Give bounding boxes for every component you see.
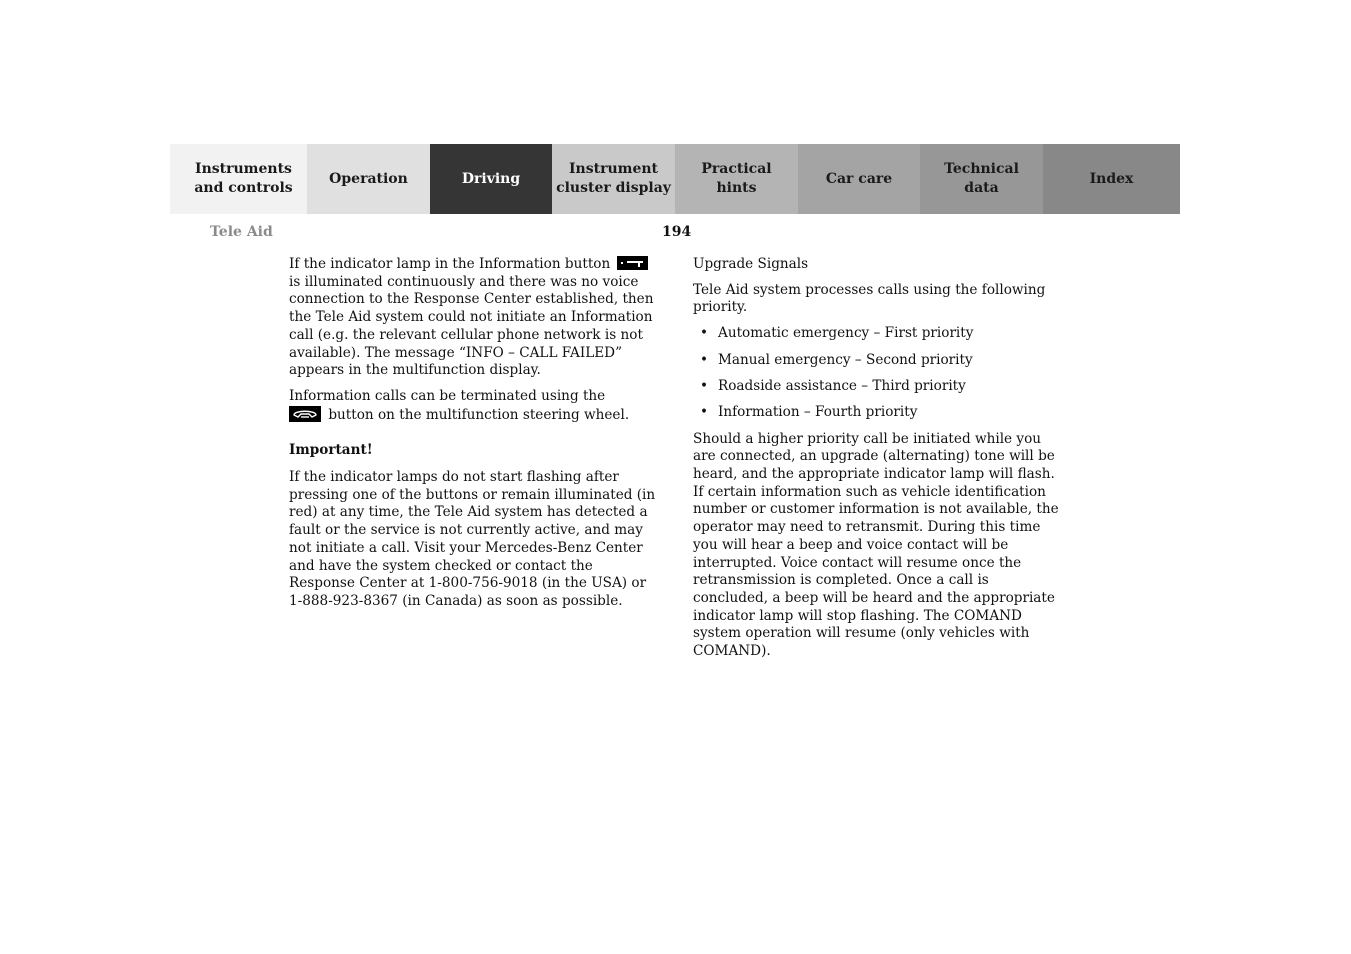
info-call-failed-paragraph [289,256,657,380]
tab-practical-hints[interactable]: Practical hints [675,144,798,214]
bullet: • [700,404,709,421]
right-column [693,256,1061,669]
upgrade-signals-heading: Upgrade Signals [693,256,809,272]
list-item-text: Automatic emergency – First priority [718,325,974,342]
paragraph-text: Information calls can be terminated using the [289,387,606,404]
upgrade-tone-paragraph: Should a higher priority call be initiated while you are connected, an upgrade (alternating) tone will be heard, and the appropriate indicator lamp will flash. If certain information such as vehicle identification number or customer information is not available, the operator may need to retransmit. During this time you will hear a beep and voice contact will be interrupted. Voice contact will resume once the retransmission is completed. Once a call is concluded, a beep will be heard and the appropriate indicator lamp will stop flashing. The COMAND system operation will resume (only vehicles with COMAND). [693,430,1059,660]
paragraph-text: is illuminated continuously and there was no voice connection to the Response Center established, then the Tele Aid system could not initiate an Information call (e.g. the relevant cellular phone network is not available). The message “INFO – CALL FAILED” appears in the multifunction display. [289,273,654,379]
bullet: • [700,325,709,342]
important-heading: Important! [289,442,373,459]
tab-car-care[interactable]: Car care [798,144,920,214]
important-paragraph: If the indicator lamps do not start flashing after pressing one of the buttons or remain illuminated (in red) at any time, the Tele Aid system has detected a fault or the service is not currently active, and may not initiate a call. Visit your Mercedes-Benz Center and have the system checked or contact the Response Center at 1-800-756-9018 (in the USA) or 1-888-923-8367 (in Canada) as soon as possible. [289,469,656,609]
list-item [693,352,1061,370]
left-column [289,256,657,619]
list-item-text: Information – Fourth priority [718,404,918,421]
priority-intro-paragraph: Tele Aid system processes calls using the following priority. [693,281,1046,316]
tab-index[interactable]: Index [1043,144,1180,214]
information-button-icon [617,256,648,270]
list-item [693,404,1061,422]
paragraph-text: button on the multifunction steering wheel. [328,406,630,423]
priority-list [693,325,1061,422]
bullet: • [700,351,709,368]
list-item [693,378,1061,396]
list-item [693,325,1061,343]
terminate-call-paragraph [289,388,657,424]
chapter-tabs [170,144,1180,214]
paragraph-text: If the indicator lamp in the Information button [289,256,611,272]
page-number: 194 [662,224,692,240]
list-item-text: Roadside assistance – Third priority [718,377,966,394]
tab-instruments-and-controls[interactable]: Instruments and controls [170,144,307,214]
tab-instrument-cluster-display[interactable]: Instrument cluster display [552,144,675,214]
end-call-phone-icon [289,406,321,422]
tab-technical-data[interactable]: Technical data [920,144,1043,214]
bullet: • [700,377,709,394]
section-title: Tele Aid [210,224,273,240]
tab-driving[interactable]: Driving [430,144,552,214]
list-item-text: Manual emergency – Second priority [718,351,973,368]
tab-operation[interactable]: Operation [307,144,430,214]
